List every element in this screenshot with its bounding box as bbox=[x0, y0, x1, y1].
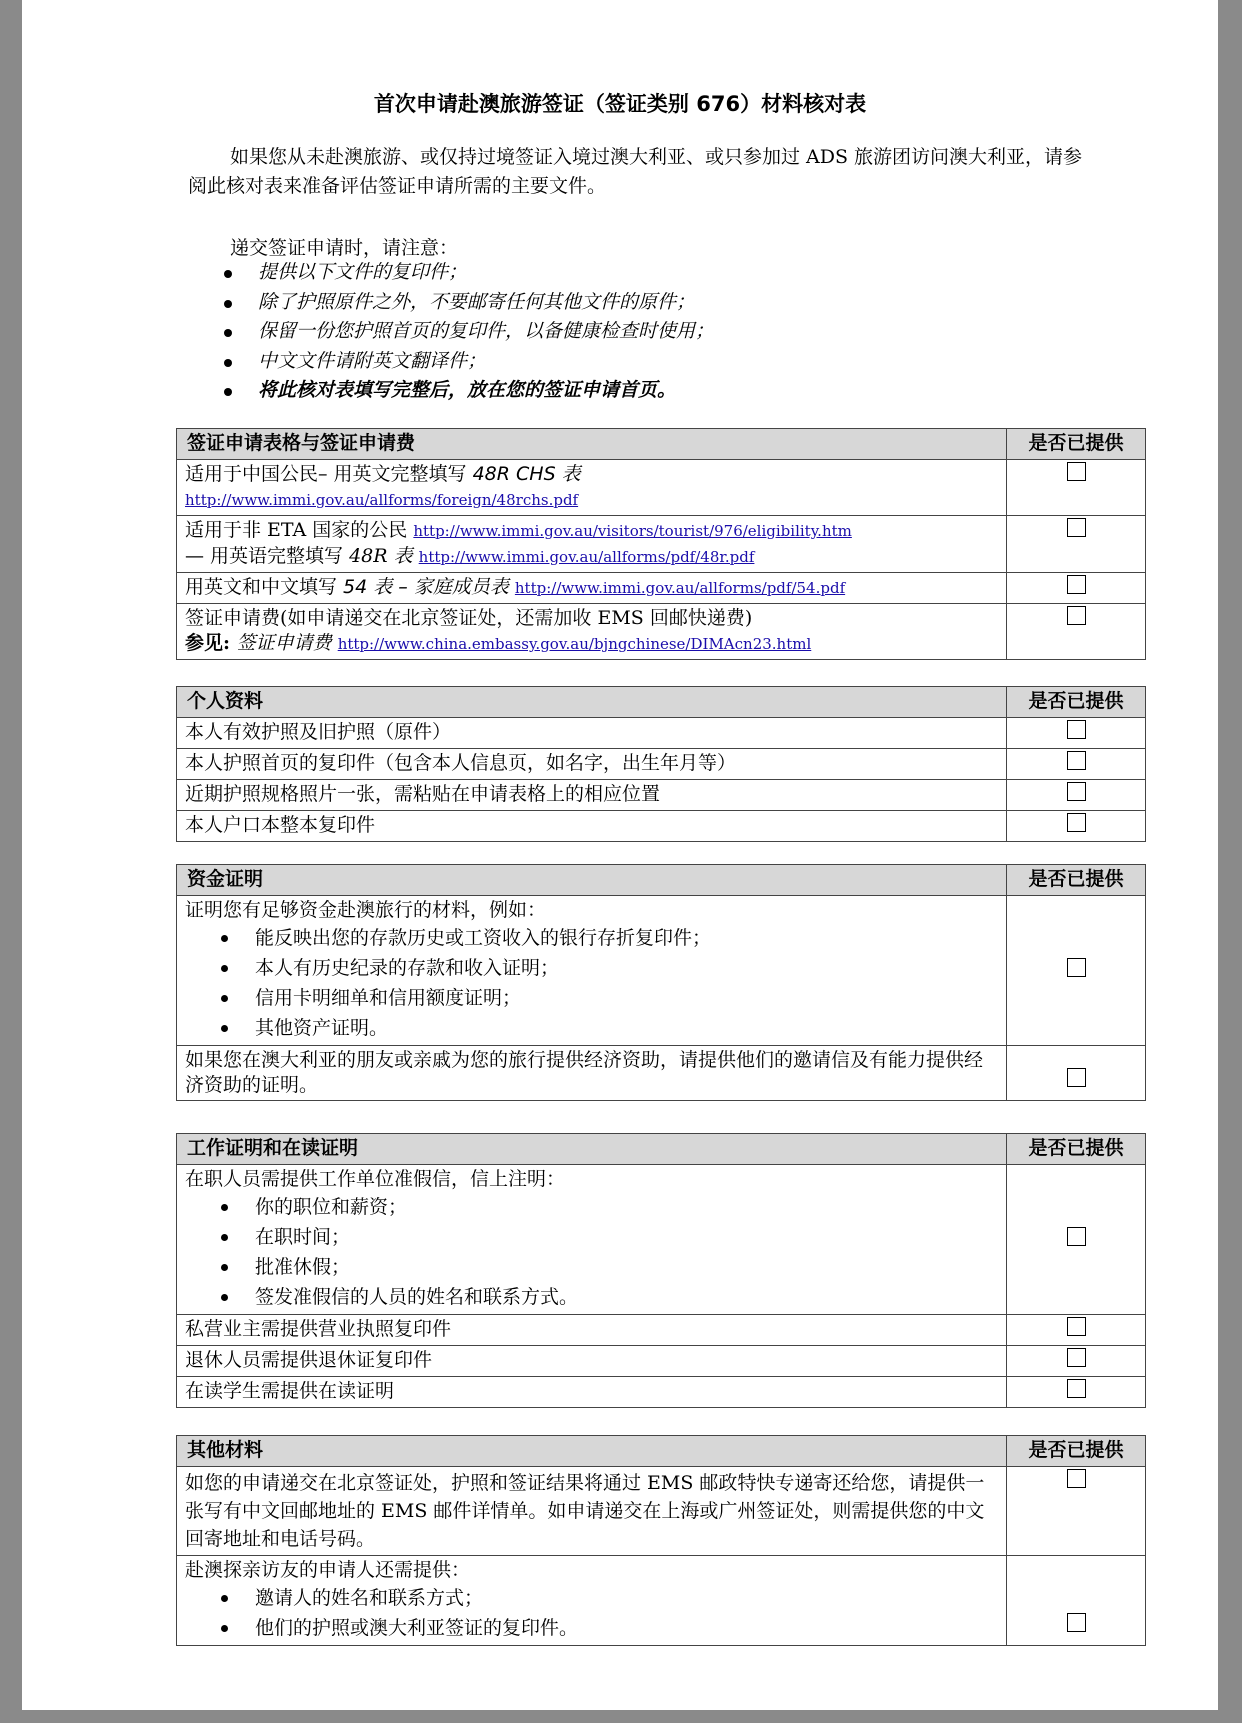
row-text: 在读学生需提供在读证明 bbox=[177, 1377, 1007, 1408]
other-table bbox=[176, 1435, 1146, 1646]
section-header: 个人资料 bbox=[177, 687, 1007, 718]
form-name: 48R CHS 表 bbox=[472, 463, 581, 485]
table-row bbox=[177, 749, 1146, 780]
provided-checkbox[interactable] bbox=[1067, 518, 1086, 537]
note-item: 提供以下文件的复印件； bbox=[222, 258, 714, 288]
provided-column-header: 是否已提供 bbox=[1007, 687, 1146, 718]
row-text: 本人护照首页的复印件（包含本人信息页，如名字，出生年月等） bbox=[177, 749, 1007, 780]
section-header: 资金证明 bbox=[177, 865, 1007, 896]
list-item: 邀请人的姓名和联系方式； bbox=[185, 1583, 998, 1613]
provided-checkbox[interactable] bbox=[1067, 782, 1086, 801]
funds-table bbox=[176, 864, 1146, 1101]
note-item: 中文文件请附英文翻译件； bbox=[222, 347, 714, 377]
provided-checkbox[interactable] bbox=[1067, 1317, 1086, 1336]
list-item: 本人有历史纪录的存款和收入证明； bbox=[185, 953, 998, 983]
list-item: 他们的护照或澳大利亚签证的复印件。 bbox=[185, 1613, 998, 1643]
row-text: 如您的申请递交在北京签证处，护照和签证结果将通过 EMS 邮政特快专递寄还给您，请提供一张写有中文回邮地址的 EMS 邮件详情单。如申请递交在上海或广州签证处，则需提供您的中文回寄地址和电话号码。 bbox=[177, 1467, 1007, 1556]
row-text: 私营业主需提供营业执照复印件 bbox=[177, 1315, 1007, 1346]
list-item: 信用卡明细单和信用额度证明； bbox=[185, 983, 998, 1013]
intro-paragraph: 如果您从未赴澳旅游、或仅持过境签证入境过澳大利亚、或只参加过 ADS 旅游团访问澳大利亚，请参阅此核对表来准备评估签证申请所需的主要文件。 bbox=[188, 146, 1083, 197]
table-row bbox=[177, 896, 1146, 1046]
provided-checkbox[interactable] bbox=[1067, 1227, 1086, 1246]
provided-checkbox[interactable] bbox=[1067, 1469, 1086, 1488]
personal-table bbox=[176, 686, 1146, 842]
form-48r-link[interactable]: http://www.immi.gov.au/allforms/pdf/48r.pdf bbox=[418, 548, 755, 566]
row-text: 本人有效护照及旧护照（原件） bbox=[177, 718, 1007, 749]
table-row bbox=[177, 718, 1146, 749]
list-item: 你的职位和薪资； bbox=[185, 1192, 998, 1222]
row-text: 如果您在澳大利亚的朋友或亲戚为您的旅行提供经济资助，请提供他们的邀请信及有能力提供经济资助的证明。 bbox=[177, 1046, 1007, 1101]
row-text: 证明您有足够资金赴澳旅行的材料，例如： bbox=[185, 899, 547, 921]
provided-checkbox[interactable] bbox=[1067, 958, 1086, 977]
provided-checkbox[interactable] bbox=[1067, 751, 1086, 770]
eligibility-link[interactable]: http://www.immi.gov.au/visitors/tourist/976/eligibility.htm bbox=[413, 522, 852, 540]
table-row bbox=[177, 460, 1146, 516]
table-row bbox=[177, 573, 1146, 604]
row-text: 本人户口本整本复印件 bbox=[177, 811, 1007, 842]
notes-list bbox=[222, 258, 714, 406]
table-row bbox=[177, 811, 1146, 842]
row-text: 退休人员需提供退休证复印件 bbox=[177, 1346, 1007, 1377]
table-row bbox=[177, 1467, 1146, 1556]
provided-checkbox[interactable] bbox=[1067, 813, 1086, 832]
visa-fee-link[interactable]: http://www.china.embassy.gov.au/bjngchinese/DIMAcn23.html bbox=[337, 635, 812, 653]
table-row bbox=[177, 1046, 1146, 1101]
table-row bbox=[177, 1165, 1146, 1315]
table-row bbox=[177, 516, 1146, 573]
row-text: — 用英语完整填写 bbox=[185, 545, 350, 567]
row-text: 适用于非 ETA 国家的公民 bbox=[185, 519, 414, 541]
list-item: 批准休假； bbox=[185, 1252, 998, 1282]
table-row bbox=[177, 780, 1146, 811]
page-title: 首次申请赴澳旅游签证（签证类别 676）材料核对表 bbox=[373, 92, 867, 116]
form-48rchs-link[interactable]: http://www.immi.gov.au/allforms/foreign/48rchs.pdf bbox=[185, 491, 579, 509]
table-row bbox=[177, 1377, 1146, 1408]
table-row bbox=[177, 1556, 1146, 1646]
provided-checkbox[interactable] bbox=[1067, 720, 1086, 739]
provided-column-header: 是否已提供 bbox=[1007, 429, 1146, 460]
row-text: 赴澳探亲访友的申请人还需提供： bbox=[185, 1559, 471, 1581]
note-item: 除了护照原件之外，不要邮寄任何其他文件的原件； bbox=[222, 288, 714, 318]
work-table bbox=[176, 1133, 1146, 1408]
section-header: 工作证明和在读证明 bbox=[177, 1134, 1007, 1165]
note-item: 保留一份您护照首页的复印件，以备健康检查时使用； bbox=[222, 317, 714, 347]
form-name: 54 表 – 家庭成员表 bbox=[343, 576, 515, 598]
provided-checkbox[interactable] bbox=[1067, 462, 1086, 481]
funds-list bbox=[185, 923, 998, 1043]
forms-table bbox=[176, 428, 1146, 660]
list-item: 能反映出您的存款历史或工资收入的银行存折复印件； bbox=[185, 923, 998, 953]
list-item: 签发准假信的人员的姓名和联系方式。 bbox=[185, 1282, 998, 1312]
work-list bbox=[185, 1192, 998, 1312]
note-item: 将此核对表填写完整后，放在您的签证申请首页。 bbox=[222, 376, 714, 406]
provided-checkbox[interactable] bbox=[1067, 1613, 1086, 1632]
list-item: 在职时间； bbox=[185, 1222, 998, 1252]
provided-checkbox[interactable] bbox=[1067, 575, 1086, 594]
provided-checkbox[interactable] bbox=[1067, 606, 1086, 625]
row-text: 在职人员需提供工作单位准假信，信上注明： bbox=[185, 1168, 566, 1190]
see-label: 参见: bbox=[185, 632, 237, 654]
table-row bbox=[177, 1315, 1146, 1346]
visit-list bbox=[185, 1583, 998, 1643]
section-header: 其他材料 bbox=[177, 1436, 1007, 1467]
provided-column-header: 是否已提供 bbox=[1007, 865, 1146, 896]
document-page bbox=[22, 0, 1218, 1710]
row-text: 签证申请费 bbox=[236, 632, 338, 654]
row-text: 签证申请费(如申请递交在北京签证处，还需加收 EMS 回邮快递费) bbox=[185, 607, 753, 629]
provided-column-header: 是否已提供 bbox=[1007, 1436, 1146, 1467]
form-name: 48R 表 bbox=[349, 545, 419, 567]
row-text: 用英文和中文填写 bbox=[185, 576, 344, 598]
provided-checkbox[interactable] bbox=[1067, 1379, 1086, 1398]
row-text: 适用于中国公民– 用英文完整填写 bbox=[185, 463, 473, 485]
row-text: 近期护照规格照片一张，需粘贴在申请表格上的相应位置 bbox=[177, 780, 1007, 811]
provided-checkbox[interactable] bbox=[1067, 1068, 1086, 1087]
provided-checkbox[interactable] bbox=[1067, 1348, 1086, 1367]
provided-column-header: 是否已提供 bbox=[1007, 1134, 1146, 1165]
notes-heading: 递交签证申请时，请注意： bbox=[230, 237, 459, 259]
table-row bbox=[177, 1346, 1146, 1377]
section-header: 签证申请表格与签证申请费 bbox=[177, 429, 1007, 460]
table-row bbox=[177, 604, 1146, 660]
list-item: 其他资产证明。 bbox=[185, 1013, 998, 1043]
form-54-link[interactable]: http://www.immi.gov.au/allforms/pdf/54.pdf bbox=[514, 579, 846, 597]
